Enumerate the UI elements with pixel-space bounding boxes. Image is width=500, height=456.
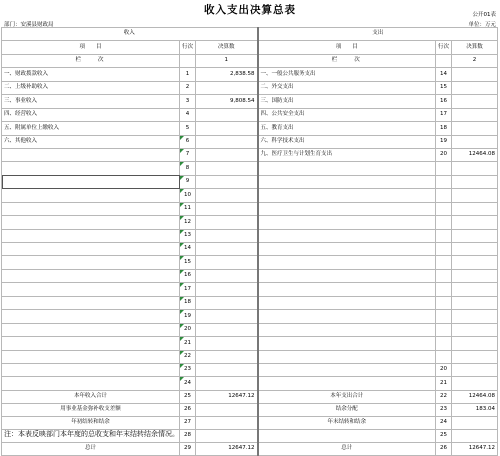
summary-expense-line-no-cell[interactable]: 23	[436, 403, 452, 416]
income-item-cell[interactable]: 二、上级补助收入	[2, 81, 180, 94]
income-item-cell[interactable]	[2, 363, 180, 376]
income-line-no-cell[interactable]: 19	[180, 310, 196, 323]
table-row	[2, 135, 498, 148]
income-line-no-cell[interactable]: 1	[180, 68, 196, 81]
income-item-cell[interactable]	[2, 323, 180, 336]
income-line-no-cell[interactable]: 24	[180, 377, 196, 390]
expense-amount-cell[interactable]	[452, 216, 498, 229]
footnote: 注：本表反映部门本年度的总收支和年末结转结余情况。	[4, 430, 179, 438]
summary-income-line-no-cell[interactable]: 26	[180, 403, 196, 416]
expense-item-cell[interactable]	[258, 229, 436, 242]
expense-line-no-cell[interactable]	[436, 337, 452, 350]
summary-income-amount-cell[interactable]	[196, 430, 258, 443]
table-row	[2, 363, 498, 376]
expense-item-cell[interactable]: 四、公共安全支出	[258, 108, 436, 121]
summary-row	[2, 443, 498, 456]
income-column-index-label[interactable]: 栏 次	[2, 54, 180, 67]
expense-item-cell[interactable]	[258, 256, 436, 269]
expense-amount-cell[interactable]	[452, 189, 498, 202]
expense-item-cell[interactable]: 一、一般公共服务支出	[258, 68, 436, 81]
expense-column-index-blank[interactable]	[436, 54, 452, 67]
expense-item-cell[interactable]	[258, 175, 436, 188]
table-row	[2, 296, 498, 309]
income-amount-cell[interactable]	[196, 377, 258, 390]
income-item-cell[interactable]	[2, 296, 180, 309]
income-line-no-cell[interactable]: 15	[180, 256, 196, 269]
expense-line-no-cell[interactable]: 21	[436, 377, 452, 390]
expense-item-cell[interactable]	[258, 283, 436, 296]
expense-column-index[interactable]: 2	[452, 54, 498, 67]
income-item-cell[interactable]: 六、其他收入	[2, 135, 180, 148]
expense-amount-cell[interactable]	[452, 323, 498, 336]
expense-line-no-cell[interactable]: 16	[436, 95, 452, 108]
expense-item-cell[interactable]	[258, 202, 436, 215]
expense-amount-cell[interactable]	[452, 81, 498, 94]
expense-amount-cell[interactable]	[452, 68, 498, 81]
income-line-no-cell[interactable]: 17	[180, 283, 196, 296]
income-amount-cell[interactable]	[196, 175, 258, 188]
income-amount-cell[interactable]	[196, 243, 258, 256]
table-row	[2, 283, 498, 296]
income-amount-cell[interactable]	[196, 296, 258, 309]
expense-amount-cell[interactable]	[452, 162, 498, 175]
income-item-cell[interactable]	[2, 310, 180, 323]
income-amount-cell[interactable]	[196, 310, 258, 323]
summary-income-line-no-cell[interactable]: 25	[180, 390, 196, 403]
table-row	[2, 243, 498, 256]
expense-amount-cell[interactable]	[452, 337, 498, 350]
expense-item-cell[interactable]	[258, 296, 436, 309]
table-row	[2, 108, 498, 121]
income-line-no-cell[interactable]: 11	[180, 202, 196, 215]
income-amount-cell[interactable]	[196, 162, 258, 175]
expense-line-no-cell[interactable]: 19	[436, 135, 452, 148]
expense-item-cell[interactable]	[258, 310, 436, 323]
expense-item-header[interactable]: 项 目	[258, 41, 436, 54]
income-item-cell[interactable]	[2, 162, 180, 175]
summary-expense-amount-cell[interactable]: 12464.08	[452, 390, 498, 403]
income-line-no-cell[interactable]: 9	[180, 175, 196, 188]
expense-line-no-cell[interactable]	[436, 189, 452, 202]
income-item-cell[interactable]	[2, 189, 180, 202]
expense-item-cell[interactable]	[258, 323, 436, 336]
expense-line-no-cell[interactable]	[436, 269, 452, 282]
expense-item-cell[interactable]	[258, 189, 436, 202]
summary-income-item-cell[interactable]: 用事业基金弥补收支差额	[2, 403, 180, 416]
income-line-no-cell[interactable]: 10	[180, 189, 196, 202]
table-row	[2, 323, 498, 336]
table-row	[2, 269, 498, 282]
income-item-cell[interactable]	[2, 377, 180, 390]
summary-expense-line-no-cell[interactable]: 25	[436, 430, 452, 443]
income-item-cell[interactable]	[2, 202, 180, 215]
income-item-cell[interactable]	[2, 269, 180, 282]
expense-item-cell[interactable]	[258, 377, 436, 390]
table-row	[2, 256, 498, 269]
income-line-no-cell[interactable]: 5	[180, 122, 196, 135]
income-amount-cell[interactable]	[196, 81, 258, 94]
expense-line-no-cell[interactable]	[436, 296, 452, 309]
unit-label: 单位：万元	[468, 22, 496, 28]
summary-row	[2, 417, 498, 430]
income-amount-cell[interactable]	[196, 283, 258, 296]
income-amount-cell[interactable]	[196, 363, 258, 376]
summary-expense-item-cell[interactable]	[258, 430, 436, 443]
summary-row	[2, 403, 498, 416]
summary-expense-item-cell[interactable]: 年末结转和结余	[258, 417, 436, 430]
expense-line-no-cell[interactable]	[436, 229, 452, 242]
income-column-index[interactable]: 1	[196, 54, 258, 67]
expense-item-cell[interactable]: 二、外交支出	[258, 81, 436, 94]
income-item-cell[interactable]	[2, 283, 180, 296]
income-section-header[interactable]: 收入	[2, 28, 258, 41]
income-amount-header[interactable]: 决算数	[196, 41, 258, 54]
income-line-no-cell[interactable]: 8	[180, 162, 196, 175]
expense-amount-cell[interactable]	[452, 296, 498, 309]
expense-item-cell[interactable]	[258, 216, 436, 229]
expense-amount-header[interactable]: 决算数	[452, 41, 498, 54]
income-line-no-cell[interactable]: 20	[180, 323, 196, 336]
expense-item-cell[interactable]	[258, 337, 436, 350]
summary-income-amount-cell[interactable]	[196, 403, 258, 416]
table-row	[2, 95, 498, 108]
income-item-cell[interactable]: 四、经营收入	[2, 108, 180, 121]
organization-label: 部门：安溪县财政局	[4, 22, 54, 28]
summary-expense-item-cell[interactable]: 本年支出合计	[258, 390, 436, 403]
expense-line-no-cell[interactable]	[436, 202, 452, 215]
summary-income-item-cell[interactable]: 年初结转和结余	[2, 417, 180, 430]
summary-expense-line-no-cell[interactable]: 24	[436, 417, 452, 430]
summary-income-line-no-cell[interactable]: 28	[180, 430, 196, 443]
expense-item-cell[interactable]: 三、国防支出	[258, 95, 436, 108]
summary-income-line-no-cell[interactable]: 27	[180, 417, 196, 430]
expense-amount-cell[interactable]	[452, 229, 498, 242]
expense-item-cell[interactable]: 五、教育支出	[258, 122, 436, 135]
expense-column-index-label[interactable]: 栏 次	[258, 54, 436, 67]
income-item-cell[interactable]: 一、财政拨款收入	[2, 68, 180, 81]
summary-income-line-no-cell[interactable]: 29	[180, 443, 196, 456]
income-line-no-cell[interactable]: 16	[180, 269, 196, 282]
expense-amount-cell[interactable]	[452, 377, 498, 390]
expense-amount-cell[interactable]	[452, 122, 498, 135]
expense-item-cell[interactable]	[258, 350, 436, 363]
expense-item-cell[interactable]	[258, 269, 436, 282]
income-amount-cell[interactable]	[196, 256, 258, 269]
table-row	[2, 189, 498, 202]
income-amount-cell[interactable]	[196, 202, 258, 215]
income-line-no-cell[interactable]: 12	[180, 216, 196, 229]
income-expense-table	[1, 27, 498, 456]
expense-item-cell[interactable]	[258, 162, 436, 175]
expense-amount-cell[interactable]	[452, 135, 498, 148]
income-amount-cell[interactable]	[196, 135, 258, 148]
expense-amount-cell[interactable]	[452, 283, 498, 296]
summary-income-item-cell[interactable]: 本年收入合计	[2, 390, 180, 403]
expense-item-cell[interactable]: 九、医疗卫生与计划生育支出	[258, 148, 436, 161]
income-amount-cell[interactable]: 9,808.54	[196, 95, 258, 108]
income-item-cell[interactable]: 三、事业收入	[2, 95, 180, 108]
income-item-cell[interactable]	[2, 148, 180, 161]
table-row	[2, 229, 498, 242]
income-item-cell[interactable]	[2, 350, 180, 363]
summary-income-amount-cell[interactable]	[196, 417, 258, 430]
expense-section-header[interactable]: 支出	[258, 28, 498, 41]
form-code: 公开01表	[472, 12, 496, 18]
income-item-cell[interactable]	[2, 229, 180, 242]
table-row	[2, 122, 498, 135]
expense-line-no-cell[interactable]	[436, 323, 452, 336]
income-line-no-cell[interactable]: 4	[180, 108, 196, 121]
income-line-no-header[interactable]: 行次	[180, 41, 196, 54]
expense-item-cell[interactable]: 六、科学技术支出	[258, 135, 436, 148]
expense-line-no-cell[interactable]	[436, 283, 452, 296]
income-line-no-cell[interactable]: 13	[180, 229, 196, 242]
income-line-no-cell[interactable]: 23	[180, 363, 196, 376]
expense-line-no-cell[interactable]: 15	[436, 81, 452, 94]
expense-line-no-cell[interactable]: 14	[436, 68, 452, 81]
income-amount-cell[interactable]	[196, 337, 258, 350]
expense-line-no-cell[interactable]	[436, 350, 452, 363]
income-amount-cell[interactable]	[196, 216, 258, 229]
expense-line-no-cell[interactable]: 17	[436, 108, 452, 121]
table-row	[2, 202, 498, 215]
report-title: 收入支出决算总表	[204, 4, 296, 16]
expense-line-no-cell[interactable]: 20	[436, 363, 452, 376]
income-amount-cell[interactable]	[196, 269, 258, 282]
table-row	[2, 350, 498, 363]
table-row	[2, 377, 498, 390]
table-row	[2, 337, 498, 350]
expense-amount-cell[interactable]	[452, 256, 498, 269]
summary-expense-line-no-cell[interactable]: 26	[436, 443, 452, 456]
summary-row	[2, 390, 498, 403]
summary-expense-item-cell[interactable]: 总计	[258, 443, 436, 456]
expense-amount-cell[interactable]	[452, 95, 498, 108]
expense-amount-cell[interactable]	[452, 363, 498, 376]
table-row	[2, 216, 498, 229]
income-amount-cell[interactable]	[196, 229, 258, 242]
income-line-no-cell[interactable]: 14	[180, 243, 196, 256]
income-item-header[interactable]: 项 目	[2, 41, 180, 54]
table-row	[2, 148, 498, 161]
expense-line-no-cell[interactable]	[436, 256, 452, 269]
summary-expense-amount-cell[interactable]	[452, 430, 498, 443]
income-amount-cell[interactable]	[196, 122, 258, 135]
expense-line-no-cell[interactable]	[436, 175, 452, 188]
summary-expense-amount-cell[interactable]: 183.04	[452, 403, 498, 416]
income-line-no-cell[interactable]: 6	[180, 135, 196, 148]
income-amount-cell[interactable]: 2,838.58	[196, 68, 258, 81]
income-item-cell[interactable]	[2, 337, 180, 350]
expense-amount-cell[interactable]	[452, 269, 498, 282]
income-item-cell[interactable]	[2, 256, 180, 269]
expense-amount-cell[interactable]	[452, 310, 498, 323]
expense-amount-cell[interactable]	[452, 175, 498, 188]
table-row	[2, 162, 498, 175]
expense-line-no-cell[interactable]	[436, 216, 452, 229]
income-amount-cell[interactable]	[196, 350, 258, 363]
income-amount-cell[interactable]	[196, 189, 258, 202]
income-line-no-cell[interactable]: 21	[180, 337, 196, 350]
summary-income-amount-cell[interactable]: 12647.12	[196, 390, 258, 403]
table-row	[2, 81, 498, 94]
expense-amount-cell[interactable]	[452, 108, 498, 121]
income-item-cell[interactable]	[2, 175, 180, 188]
income-item-cell[interactable]	[2, 243, 180, 256]
table-row	[2, 68, 498, 81]
summary-income-item-cell[interactable]: 总计	[2, 443, 180, 456]
summary-expense-item-cell[interactable]: 结余分配	[258, 403, 436, 416]
income-item-cell[interactable]	[2, 216, 180, 229]
expense-line-no-cell[interactable]	[436, 162, 452, 175]
income-amount-cell[interactable]	[196, 148, 258, 161]
expense-amount-cell[interactable]: 12464.08	[452, 148, 498, 161]
income-line-no-cell[interactable]: 7	[180, 148, 196, 161]
income-line-no-cell[interactable]: 18	[180, 296, 196, 309]
income-amount-cell[interactable]	[196, 323, 258, 336]
expense-item-cell[interactable]	[258, 363, 436, 376]
expense-line-no-cell[interactable]	[436, 310, 452, 323]
income-amount-cell[interactable]	[196, 108, 258, 121]
expense-amount-cell[interactable]	[452, 350, 498, 363]
expense-line-no-cell[interactable]: 18	[436, 122, 452, 135]
expense-line-no-cell[interactable]: 20	[436, 148, 452, 161]
expense-amount-cell[interactable]	[452, 243, 498, 256]
summary-expense-amount-cell[interactable]: 12647.12	[452, 443, 498, 456]
income-column-index-blank[interactable]	[180, 54, 196, 67]
income-line-no-cell[interactable]: 2	[180, 81, 196, 94]
expense-line-no-header[interactable]: 行次	[436, 41, 452, 54]
expense-item-cell[interactable]	[258, 243, 436, 256]
expense-line-no-cell[interactable]	[436, 243, 452, 256]
table-row	[2, 175, 498, 188]
income-line-no-cell[interactable]: 22	[180, 350, 196, 363]
summary-income-amount-cell[interactable]: 12647.12	[196, 443, 258, 456]
expense-amount-cell[interactable]	[452, 202, 498, 215]
summary-expense-line-no-cell[interactable]: 22	[436, 390, 452, 403]
income-item-cell[interactable]: 五、附属单位上缴收入	[2, 122, 180, 135]
summary-expense-amount-cell[interactable]	[452, 417, 498, 430]
table-row	[2, 310, 498, 323]
income-line-no-cell[interactable]: 3	[180, 95, 196, 108]
